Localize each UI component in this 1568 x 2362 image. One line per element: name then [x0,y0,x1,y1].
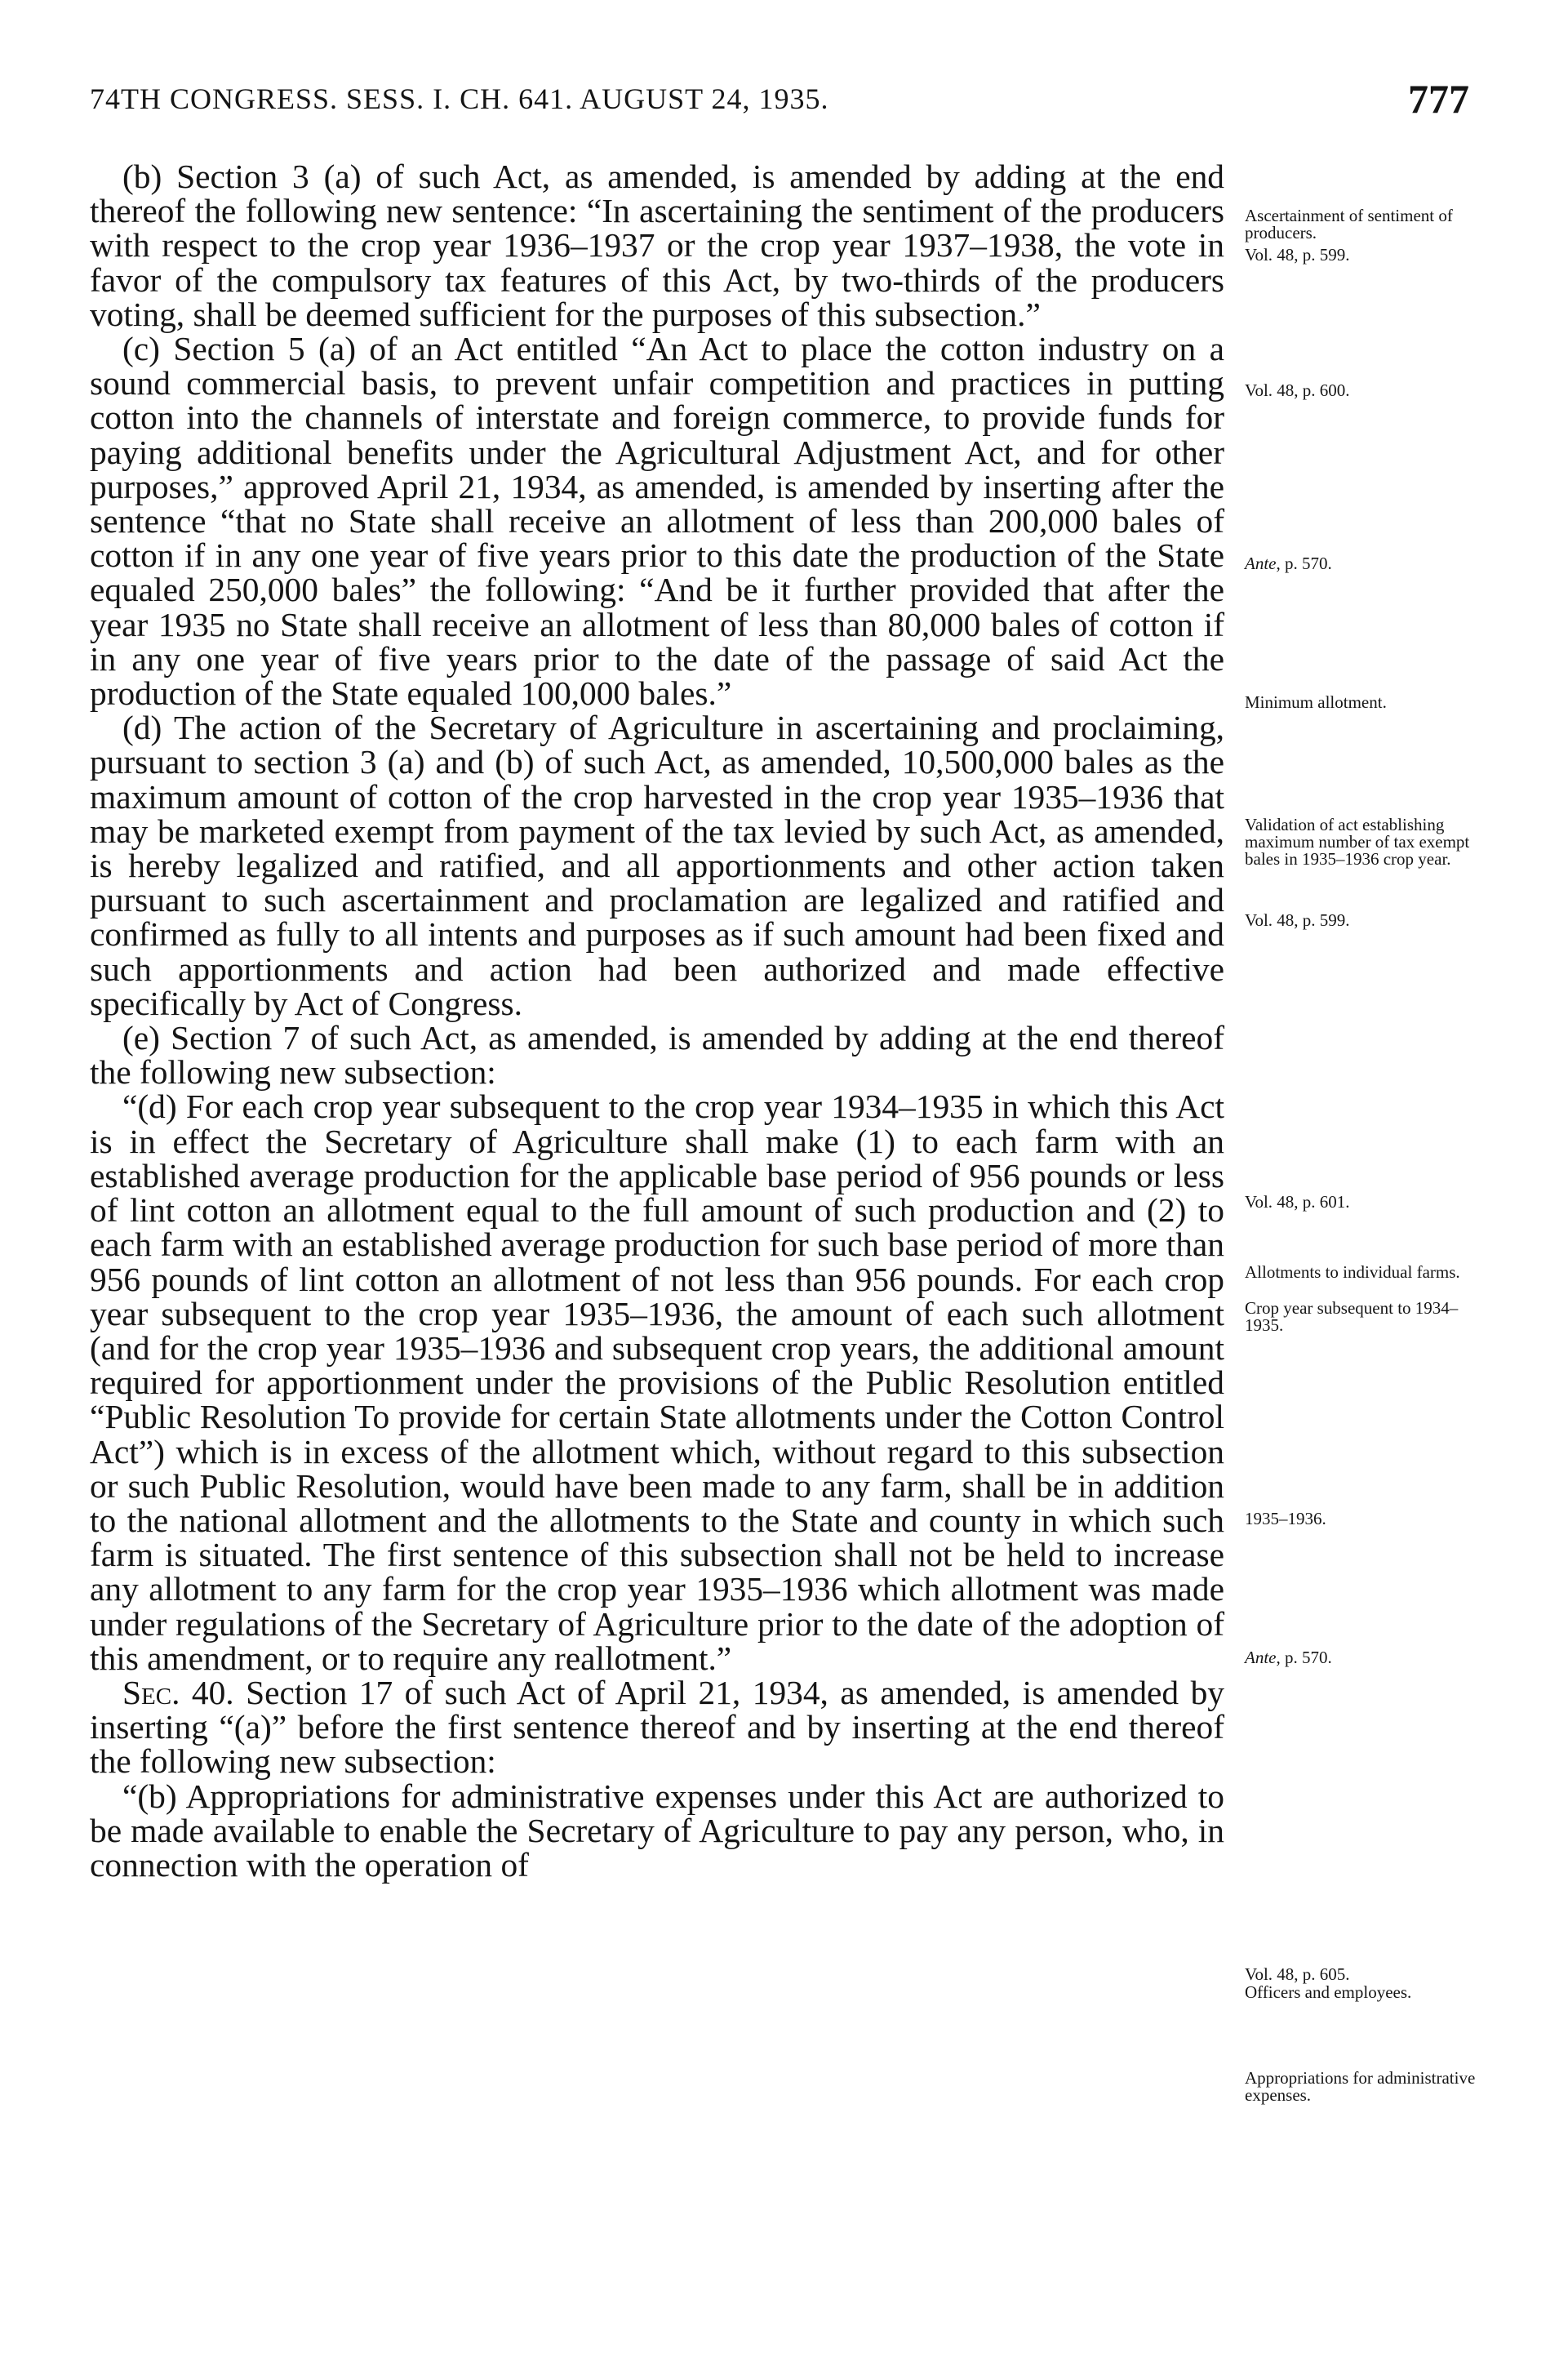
margin-note-citation: Vol. 48, p. 599. [1245,245,1350,265]
margin-note-ante-citation [1245,1649,1481,1666]
margin-note-officers: Officers and employees. [1245,1982,1412,2002]
section-40-label: Sec. 40. [122,1673,234,1711]
page-number: 777 [1408,76,1469,122]
paragraph-d: (d) The action of the Secretary of Agriculture in ascertaining and proclaiming, pursuant to section 3 (a) and (b) of such Act, as amended, 10,500,000 bales as the maximum amount of cotton of the crop harvested in the crop year 1935–1936 that may be marketed exempt from payment of the tax levied by such Act, as amended, is hereby legalized and ratified, and all apportionments and other action taken pursuant to such ascertainment and proclamation are legalized and ratified and confirmed as fully to all intents and purposes as if such amount had been fixed and such apportionments and action had been authorized and made effective specifically by Act of Congress. [90,709,1224,1022]
section-40 [90,1675,1224,1779]
quoted-subsection-b: “(b) Appropriations for administrative expenses under this Act are authorized to be made available to enable the Secretary of Agriculture to pay any person, who, in connection with the operation of [90,1777,1224,1884]
margin-note-citation: Vol. 48, p. 601. [1245,1192,1350,1212]
paragraph-e: (e) Section 7 of such Act, as amended, is amended by adding at the end thereof the following new subsection: [90,1019,1224,1092]
margin-note-citation: Vol. 48, p. 600. [1245,380,1350,400]
paragraph-b: (b) Section 3 (a) of such Act, as amended, is amended by adding at the end thereof the following new sentence: “In ascertaining the sentiment of the producers with respect to the crop year 1936–1937 or the crop year 1937–1938, the vote in favor of the compulsory tax features of this Act, by two-thirds of the producers voting, shall be deemed sufficient for the purposes of this subsection.” [90,158,1224,333]
margin-note-year-range: 1935–1936. [1245,1509,1326,1528]
margin-note-validation: Validation of act establishing maximum number of tax exempt bales in 1935–1936 crop year. [1245,815,1470,869]
margin-note-ascertainment: Ascertainment of sentiment of producers. [1245,206,1453,242]
ante-page: , p. 570. [1276,554,1332,573]
margin-note-ante-citation [1245,555,1481,572]
ante-label: Ante [1245,1648,1277,1667]
quoted-subsection-d: “(d) For each crop year subsequent to the crop year 1934–1935 in which this Act is in effect the Secretary of Agriculture shall make (1) to each farm with an established average production for the applicable base period of 956 pounds or less of lint cotton an allotment equal to the full amount of such production and (2) to each farm with an established average production for such base period of more than 956 pounds of lint cotton an allotment of not less than 956 pounds. For each crop year subsequent to the crop year 1935–1936, the amount of each such allotment (and for the crop year 1935–1936 and subsequent crop years, the additional amount required for apportionment under the provisions of the Public Resolution entitled “Public Resolution To provide for certain State allotments under the Cotton Control Act”) which is in excess of the allotment which, without regard to this subsection or such Public Resolution, would have been made to any farm, shall be in addition to the national allotment and the allotments to the State and county in which such farm is situated. The first sentence of this subsection shall not be held to increase any allotment to any farm for the crop year 1935–1936 which allotment was made under regulations of the Secretary of Agriculture prior to the date of the adoption of this amendment, or to require any reallotment.” [90,1088,1224,1677]
running-head: 74TH CONGRESS. SESS. I. CH. 641. AUGUST 24, 1935. [90,82,829,115]
margin-note-minimum-allotment: Minimum allotment. [1245,692,1387,712]
margin-note-citation: Vol. 48, p. 599. [1245,910,1350,930]
body-text [90,159,1224,1882]
ante-label: Ante [1245,554,1277,573]
page-header [90,76,1469,139]
ante-page: , p. 570. [1276,1648,1332,1667]
margin-note-crop-year: Crop year subsequent to 1934–1935. [1245,1298,1459,1335]
margin-note-individual-farms: Allotments to individual farms. [1245,1262,1460,1282]
margin-note-appropriations: Appropriations for administrative expenses. [1245,2068,1476,2105]
section-40-text: Section 17 of such Act of April 21, 1934, as amended, is amended by inserting “(a)” before the first sentence thereof and by inserting at the end thereof the following new subsection: [90,1673,1224,1781]
margin-note-citation: Vol. 48, p. 605. [1245,1964,1350,1984]
paragraph-c: (c) Section 5 (a) of an Act entitled “An Act to place the cotton industry on a sound commercial basis, to prevent unfair competition and practices in putting cotton into the channels of interstate and foreign commerce, to provide funds for paying additional benefits under the Agricultural Adjustment Act, and for other purposes,” approved April 21, 1934, as amended, is amended by inserting after the sentence “that no State shall receive an allotment of less than 200,000 bales of cotton if in any one year of five years prior to this date the production of the State equaled 250,000 bales” the following: “And be it further provided that after the year 1935 no State shall receive an allotment of less than 80,000 bales of cotton if in any one year of five years prior to the date of the passage of said Act the production of the State equaled 100,000 bales.” [90,330,1224,713]
